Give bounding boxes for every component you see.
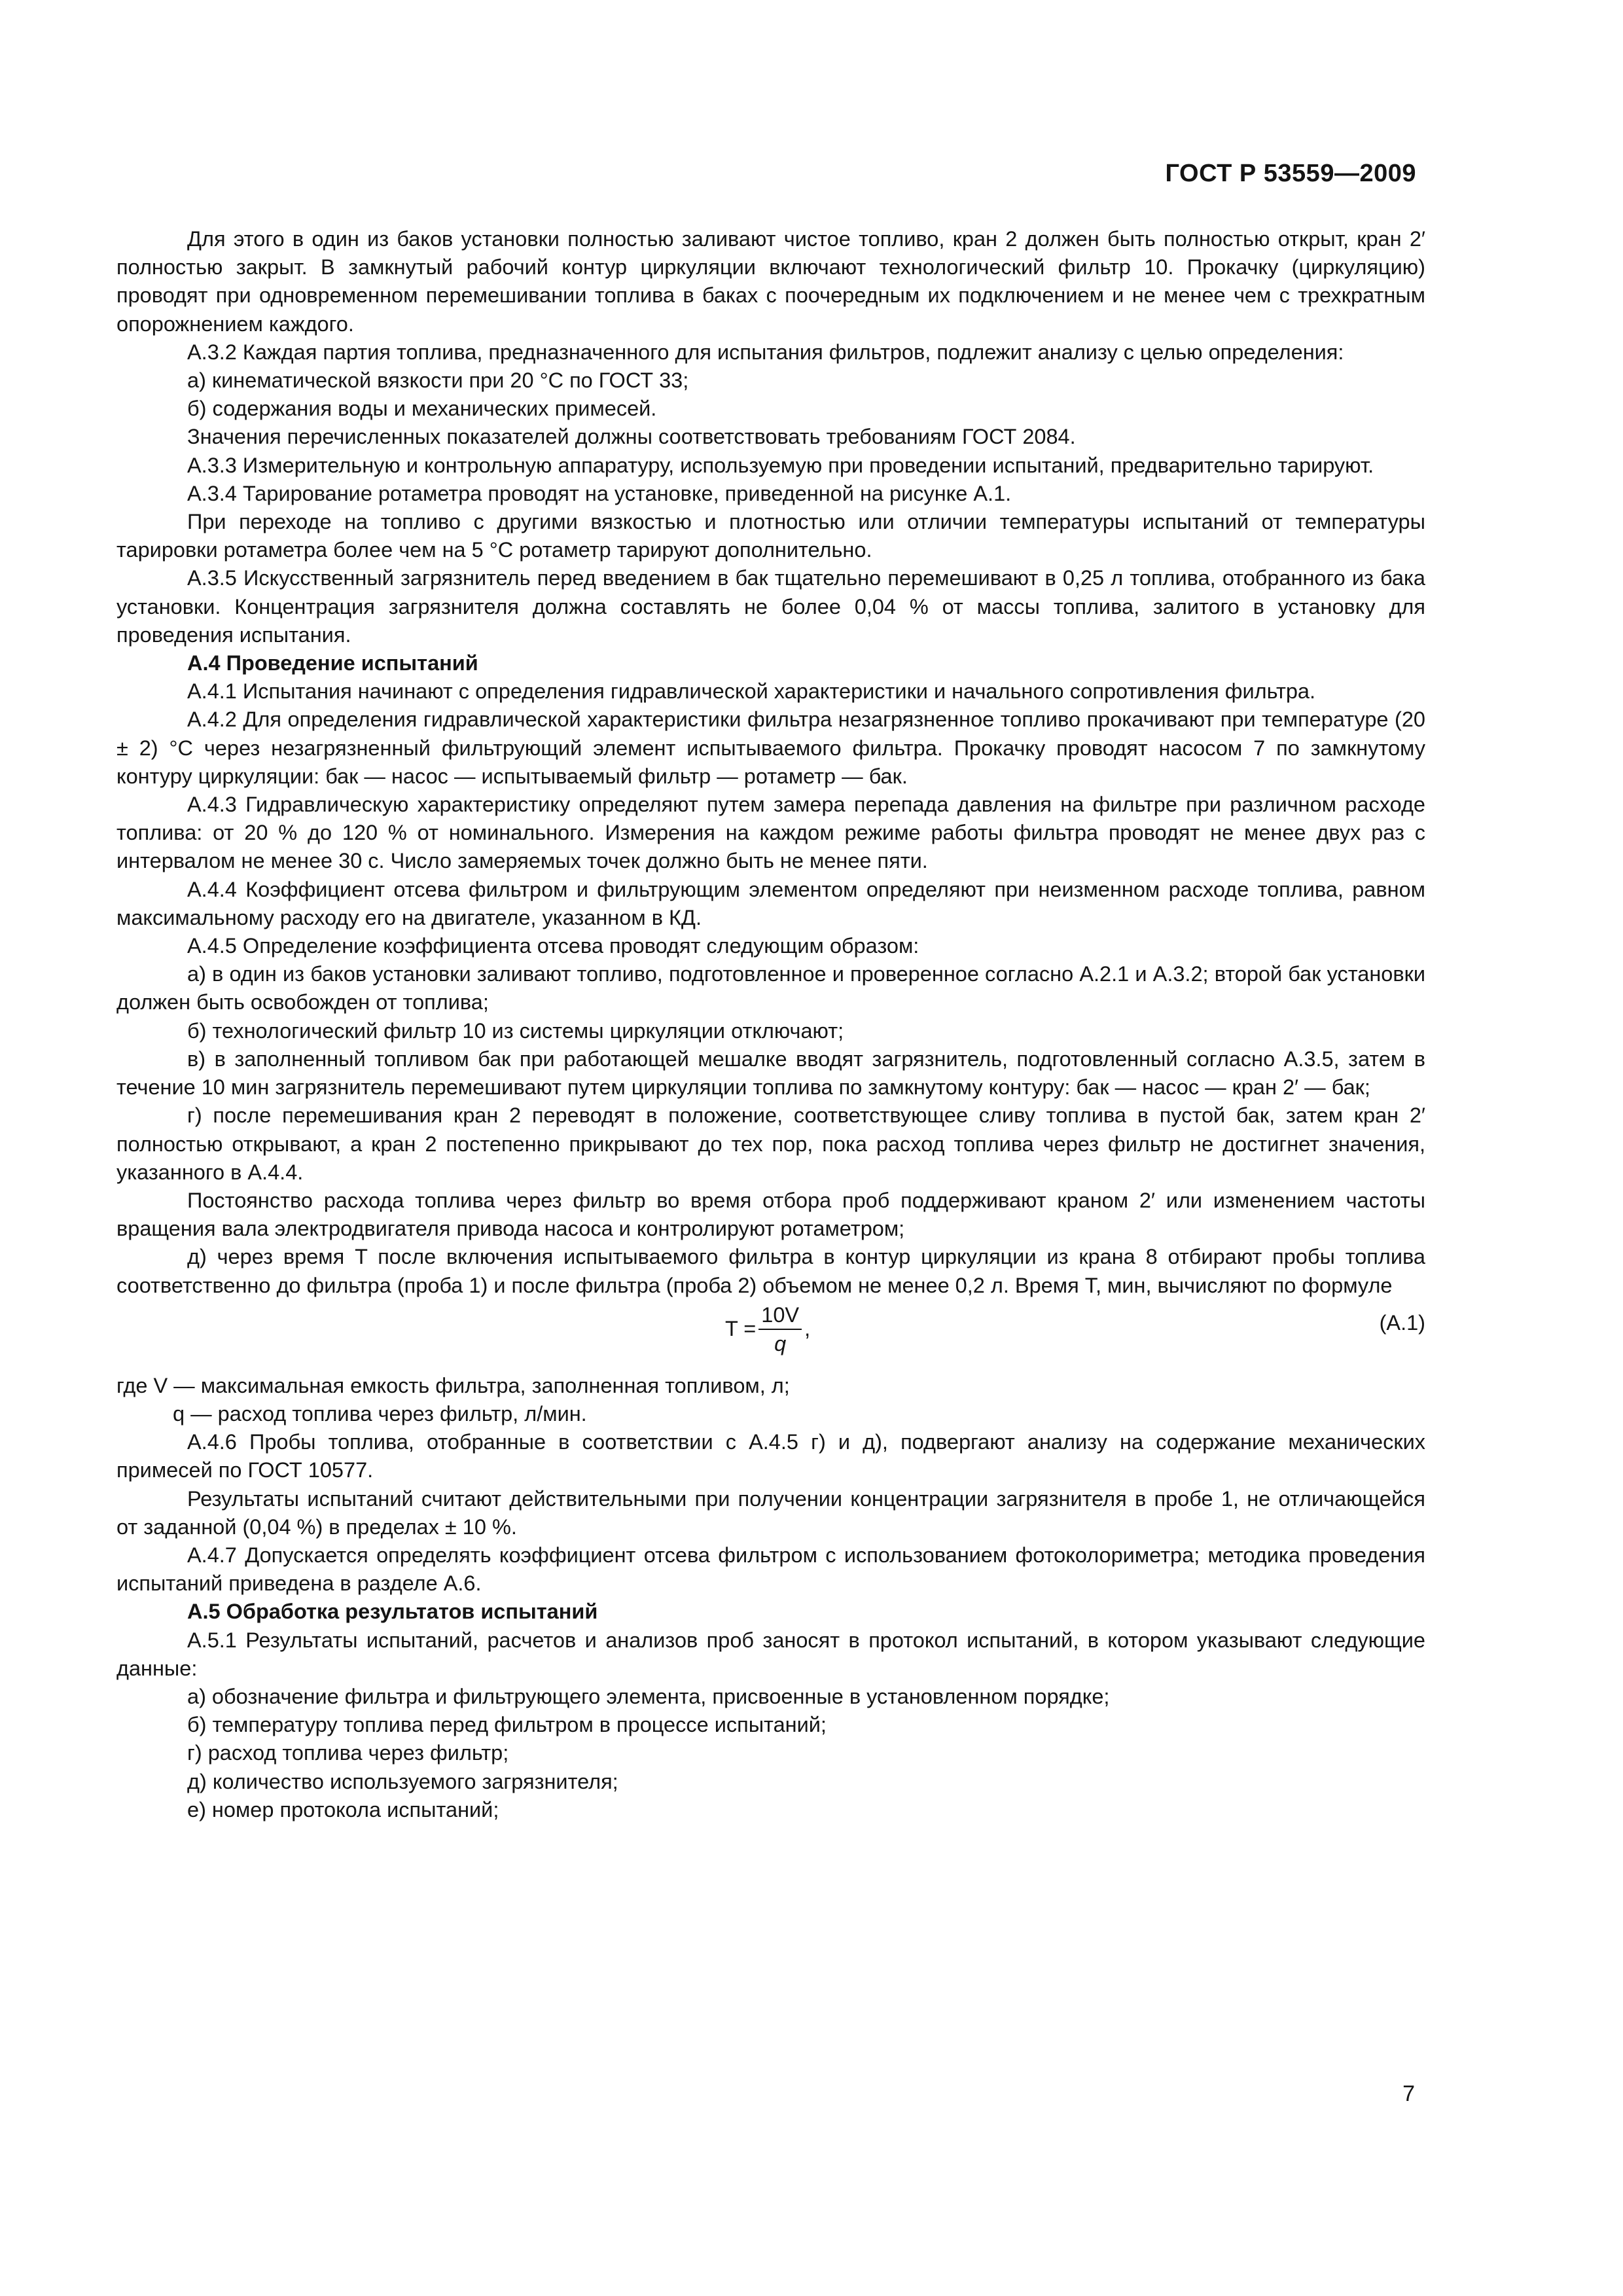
formula-a-1 (116, 1300, 1425, 1372)
list-item-a: а) кинематической вязкости при 20 °С по ГОСТ 33; (187, 368, 689, 393)
list-item-g: г) расход топлива через фильтр; (187, 1741, 509, 1765)
clause-a-5-1: А.5.1 Результаты испытаний, расчетов и анализов проб заносят в протокол испытаний, в котором указывают следующие данные: (116, 1628, 1425, 1680)
list-item-b: б) технологический фильтр 10 из системы циркуляции отключают; (187, 1018, 844, 1043)
list-item-v: в) в заполненный топливом бак при работающей мешалке вводят загрязнитель, подготовленный согласно А.3.5, затем в течение 10 мин загрязнитель перемешивают путем циркуляции топлива по замкнутому контуру: бак — насос — кран 2′ — бак; (116, 1047, 1425, 1100)
paragraph: Результаты испытаний считают действительными при получении концентрации загрязнителя в пробе 1, не отличающейся от заданной (0,04 %) в пределах ± 10 %. (116, 1486, 1425, 1539)
clause-a-4-2: А.4.2 Для определения гидравлической характеристики фильтра незагрязненное топливо прокачивают при температуре (20 ± 2) °С через незагрязненный фильтрующий элемент испытываемого фильтра. Прокачку проводят насосом 7 по замкнутому контуру циркуляции: бак — насос — испытываемый фильтр — ротаметр — бак. (116, 708, 1425, 788)
clause-a-3-4: А.3.4 Тарирование ротаметра проводят на установке, приведенной на рисунке А.1. (187, 481, 1012, 505)
clause-a-4-4: А.4.4 Коэффициент отсева фильтром и фильтрующим элементом определяют при неизменном расходе топлива, равном максимальному расходу его на двигателе, указанном в КД. (116, 877, 1425, 929)
section-heading-a-5: А.5 Обработка результатов испытаний (187, 1600, 598, 1624)
formula-fraction (758, 1301, 802, 1357)
formula-numerator: 10V (758, 1301, 802, 1330)
list-item-a: а) обозначение фильтра и фильтрующего элемента, присвоенные в установленном порядке; (187, 1684, 1110, 1708)
list-item-d: д) количество используемого загрязнителя; (187, 1769, 618, 1793)
formula-trailing-comma: , (804, 1317, 811, 1341)
page-body (116, 225, 1425, 1824)
list-item-d: д) через время T после включения испытываемого фильтра в контур циркуляции из крана 8 отбирают пробы топлива соответственно до фильтра (проба 1) и после фильтра (проба 2) объемом не менее 0,2 л. Время T, мин, вычисляют по формуле (116, 1245, 1425, 1297)
where-clause: где V — максимальная емкость фильтра, заполненная топливом, л; (116, 1373, 790, 1397)
clause-a-4-5: А.4.5 Определение коэффициента отсева проводят следующим образом: (187, 934, 919, 958)
paragraph: Для этого в один из баков установки полностью заливают чистое топливо, кран 2 должен быть полностью открыт, кран 2′ полностью закрыт. В замкнутый рабочий контур циркуляции включают технологический фильтр 10. Прокачку (циркуляцию) проводят при одновременном перемешивании топлива в баках с поочередным их подключением и не менее чем с трехкратным опорожнением каждого. (116, 227, 1425, 336)
formula-denominator: q (774, 1331, 787, 1355)
document-designation: ГОСТ Р 53559—2009 (1165, 160, 1416, 187)
clause-a-3-2: А.3.2 Каждая партия топлива, предназначенного для испытания фильтров, подлежит анализу с целью определения: (187, 340, 1344, 364)
formula-lhs: T = (725, 1317, 757, 1341)
section-heading-a-4: А.4 Проведение испытаний (187, 651, 478, 675)
list-item-b: б) содержания воды и механических примесей. (187, 397, 657, 421)
clause-a-3-3: А.3.3 Измерительную и контрольную аппаратуру, используемую при проведении испытаний, предварительно тарируют. (187, 453, 1374, 477)
list-item-g: г) после перемешивания кран 2 переводят в положение, соответствующее сливу топлива в пустой бак, затем кран 2′ полностью открывают, а кран 2 постепенно прикрывают до тех пор, пока расход топлива через фильтр не достигнет значения, указанного в А.4.4. (116, 1103, 1425, 1184)
paragraph: Значения перечисленных показателей должны соответствовать требованиям ГОСТ 2084. (187, 425, 1076, 449)
clause-a-4-6: А.4.6 Пробы топлива, отобранные в соответствии с А.4.5 г) и д), подвергают анализу на содержание механических примесей по ГОСТ 10577. (116, 1430, 1425, 1482)
formula-number: (А.1) (1379, 1310, 1425, 1335)
clause-a-4-3: А.4.3 Гидравлическую характеристику определяют путем замера перепада давления на фильтре при различном расходе топлива: от 20 % до 120 % от номинального. Измерения на каждом режиме работы фильтра проводят не менее двух раз с интервалом не менее 30 с. Число замеряемых точек должно быть не менее пяти. (116, 793, 1425, 873)
list-item-e: е) номер протокола испытаний; (187, 1797, 499, 1821)
paragraph: При переходе на топливо с другими вязкостью и плотностью или отличии температуры испытаний от температуры тарировки ротаметра более чем на 5 °С ротаметр тарируют дополнительно. (116, 510, 1425, 562)
clause-a-4-7: А.4.7 Допускается определять коэффициент отсева фильтром с использованием фотоколориметра; методика проведения испытаний приведена в разделе А.6. (116, 1543, 1425, 1596)
list-item-a: а) в один из баков установки заливают топливо, подготовленное и проверенное согласно А.2.1 и А.3.2; второй бак установки должен быть освобожден от топлива; (116, 962, 1425, 1014)
clause-a-3-5: А.3.5 Искусственный загрязнитель перед введением в бак тщательно перемешивают в 0,25 л топлива, отобранного из бака установки. Концентрация загрязнителя должна составлять не более 0,04 % от массы топлива, залитого в установку для проведения испытания. (116, 566, 1425, 647)
where-clause: q — расход топлива через фильтр, л/мин. (173, 1401, 587, 1426)
clause-a-4-1: А.4.1 Испытания начинают с определения гидравлической характеристики и начального сопротивления фильтра. (187, 679, 1316, 704)
list-item-b: б) температуру топлива перед фильтром в процессе испытаний; (187, 1713, 827, 1737)
paragraph: Постоянство расхода топлива через фильтр во время отбора проб поддерживают краном 2′ или изменением частоты вращения вала электродвигателя привода насоса и контролируют ротаметром; (116, 1188, 1425, 1241)
page-number: 7 (1402, 2081, 1415, 2106)
